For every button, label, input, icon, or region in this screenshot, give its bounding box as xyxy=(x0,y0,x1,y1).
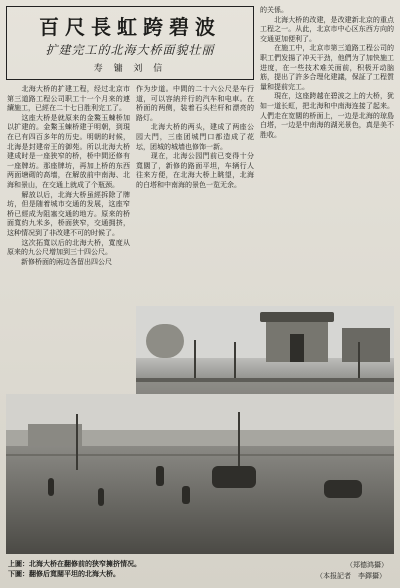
lamp-post xyxy=(194,340,196,380)
article-column-3: 的关係。 北海大桥的改建，是改建新北京的重点工程之一。从此，北京市中心区东西方向的交通更加便利了。 在施工中，北京市第三道路工程公司的职工們发揚了冲天干劲，他們为了加快施工进度，在一些技术难关面前，积极开动脑筋，提出了許多合理化建議，保証了工程質量和提前完工。 現在，这座跨越在碧波之上的大桥，犹如一道长虹，把北海和中南海连接了起来。人們走在宽闊的桥面上，一边是北海的琼島白塔，一边是中南海的湖光景色，真是美不胜收。 xyxy=(260,6,394,139)
road-edge xyxy=(6,454,394,456)
subheadline: 扩建完工的北海大桥面貌壮丽 xyxy=(45,43,215,57)
photo-credit-bottom: （本报記者 李鐸攝） xyxy=(316,572,386,580)
pedestrian xyxy=(48,478,54,496)
lamp-post xyxy=(238,412,240,472)
lamp-post xyxy=(234,342,236,380)
article-column-2: 作为步道。中間的二十六公尺是车行道，可以容納并行的汽车和电車。在桥面的两侧，装着石头栏杆和漂亮的路灯。 北海大桥的两头，建成了两座公园大門，三座团城門口都造成了花坛，团城的城墙也修饰一新。 现在，北海公园門前已变得十分寬闊了，新修的路面平坦，车辆行人往来方便，在北海大桥上眺望，北海的白塔和中南海的景色一览无余。 xyxy=(136,85,254,189)
photo-bridge-road xyxy=(6,394,394,554)
byline: 寿 镛 刘 信 xyxy=(93,64,167,74)
archway-opening xyxy=(290,334,304,362)
caption-line-2: 下圖：翻修后寬闊平坦的北海大桥。 xyxy=(8,569,120,578)
headline-box xyxy=(6,6,254,80)
tree-left xyxy=(146,324,184,358)
car xyxy=(212,466,256,488)
cyclist xyxy=(156,466,164,486)
photo-credit-top: （郑德鸿攝） xyxy=(346,561,388,569)
archway-roof xyxy=(260,312,334,322)
headline: 百尺長虹跨碧波 xyxy=(39,15,221,39)
road xyxy=(6,446,394,554)
photo-caption xyxy=(8,559,238,579)
distant-building xyxy=(28,424,82,446)
lamp-post xyxy=(358,342,360,380)
caption-line-1: 上圖：北海大桥在翻修前的狭窄擁挤情况。 xyxy=(8,559,141,568)
pedestrian xyxy=(98,488,104,506)
car xyxy=(324,480,362,498)
lamp-post xyxy=(76,414,78,470)
cyclist xyxy=(182,486,190,504)
building-right xyxy=(342,328,390,362)
article-column-1: 北海大桥的扩建工程，经过北京市第三道路工程公司职工十一个月来的連續施工，已經在二十七日胜利完工了。 这座大桥是就原来的金鰲玉蝀桥加以扩建的。金鰲玉蝀桥建于明朝，到現在已有四百多年的历史。明朝的时候，北海是封建帝王的御苑。所以北海大桥建成时是一座狭窄的桥，桥中間还修有一座牌坊。那座牌坊，再加上桥的东西两面塘砌的高墙，在解放前中南海、北海和景山，在交通上就成了个瓶颈。 解放以后，北海大桥虽經拆除了牌坊，但是随着城市交通的发展，这座窄桥已經成为阻塞交通的地方。原来的桥面寬約九米多，桥面狭窄，交通拥挤，这种情况到了非改建不可的时候了。 这次拓寬以后的北海大桥，寬度从原来的九公尺增加到三十四公尺。 新修桥面的兩边各留出四公尺 xyxy=(7,85,130,266)
